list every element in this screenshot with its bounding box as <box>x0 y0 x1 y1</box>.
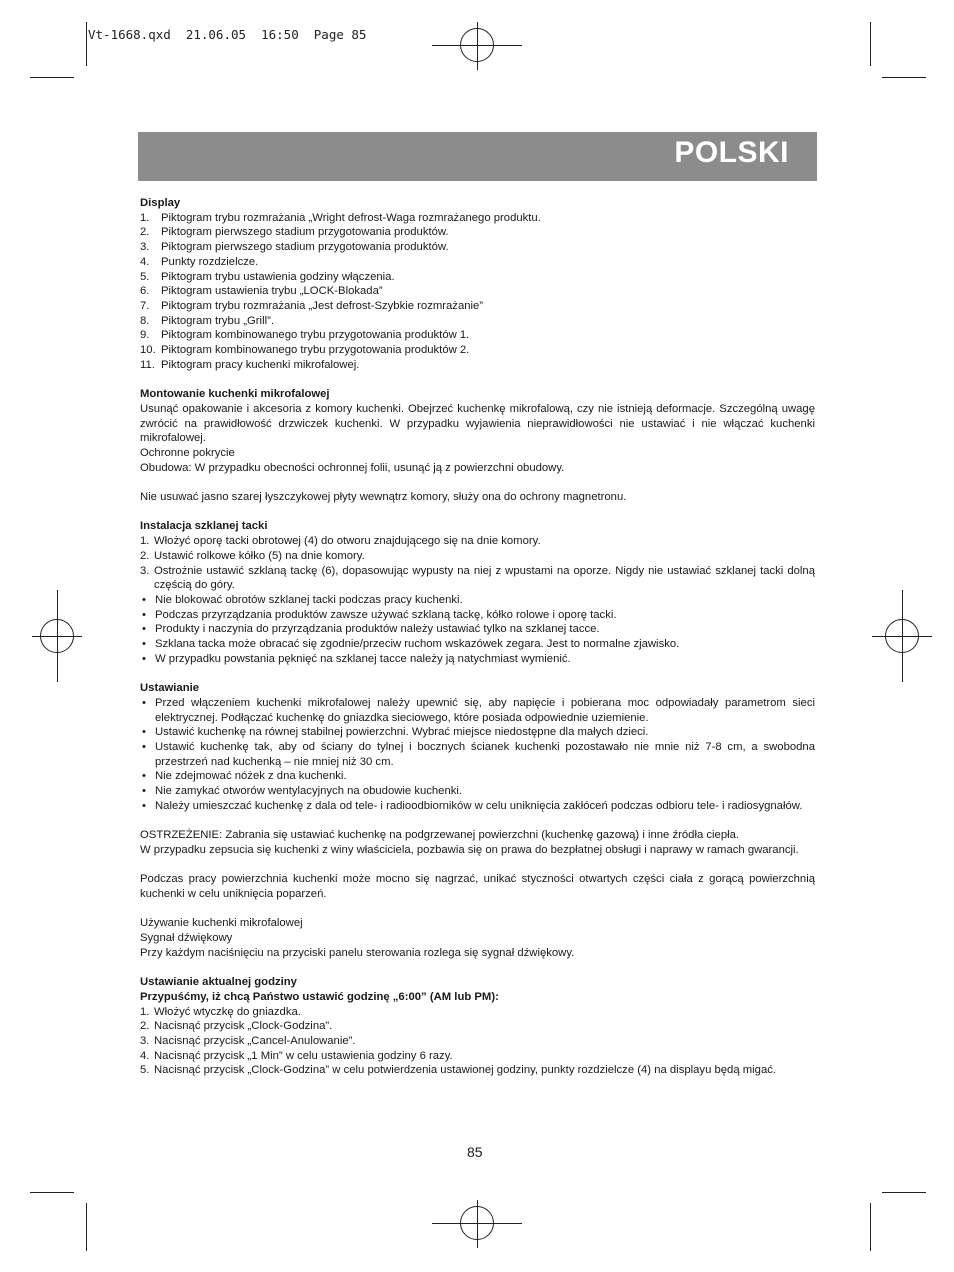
list-item: 5. Nacisnąć przycisk „Clock-Godzina” w celu potwierdzenia ustawionej godziny, punkty rozdzielcze (4) na displayu będą migać. <box>140 1064 777 1077</box>
section-heading-godzina: Ustawianie aktualnej godziny <box>140 976 297 989</box>
list-item: 3. Piktogram pierwszego stadium przygotowania produktów. <box>140 241 449 254</box>
crop-mark <box>30 1192 74 1193</box>
list-item: • Nie blokować obrotów szklanej tacki podczas pracy kuchenki. <box>142 593 463 606</box>
crop-mark <box>870 1203 871 1251</box>
crop-mark <box>86 1203 87 1251</box>
language-banner <box>138 132 817 181</box>
paragraph: Usunąć opakowanie i akcesoria z komory kuchenki. Obejrzeć kuchenkę mikrofalową, czy nie istnieją deformacje. Szczególną uwagę zwrócić na prawidłowość drzwiczek kuchenki. W przypadku wyjawienia nieprawidłowości nie ustawiać i nie włączać kuchenki mikrofalowej. <box>140 402 815 445</box>
file-slug: Vt-1668.qxd 21.06.05 16:50 Page 85 <box>88 27 367 42</box>
paragraph: W przypadku zepsucia się kuchenki z winy właściciela, pozbawia się on prawa do bezpłatnej obsługi i naprawy w ramach gwarancji. <box>140 843 799 856</box>
paragraph: Obudowa: W przypadku obecności ochronnej folii, usunąć ją z powierzchni obudowy. <box>140 461 565 474</box>
section-heading-ustawianie: Ustawianie <box>140 682 200 695</box>
list-item: 7. Piktogram trybu rozmrażania „Jest defrost-Szybkie rozmrażanie” <box>140 299 484 312</box>
display-list <box>140 211 815 373</box>
list-item: 1. Włożyć oporę tacki obrotowej (4) do otworu znajdującego się na dnie komory. <box>140 535 541 548</box>
paragraph: Przy każdym naciśnięciu na przyciski panelu sterowania rozlega się sygnał dźwiękowy. <box>140 946 575 959</box>
list-item: 2. Nacisnąć przycisk „Clock-Godzina”. <box>140 1020 333 1033</box>
crop-mark <box>882 1192 926 1193</box>
ustawianie-bullets <box>140 696 815 814</box>
list-item: 6. Piktogram ustawienia trybu „LOCK-Blokada” <box>140 285 383 298</box>
list-item: • Produkty i naczynia do przyrządzania produktów należy ustawiać tylko na szklanej tacce. <box>142 623 600 636</box>
section-heading-instalacja: Instalacja szklanej tacki <box>140 520 268 533</box>
list-item: • Ustawić kuchenkę na równej stabilnej powierzchni. Wybrać miejsce niedostępne dla małych dzieci. <box>142 726 649 739</box>
list-item: • Szklana tacka może obracać się zgodnie/przeciw ruchom wskazówek zegara. Jest to normalne zjawisko. <box>142 638 680 651</box>
list-item: 2. Ustawić rolkowe kółko (5) na dnie komory. <box>140 549 365 562</box>
list-item: 9. Piktogram kombinowanego trybu przygotowania produktów 1. <box>140 329 470 342</box>
list-item: 4. Nacisnąć przycisk „1 Min” w celu ustawienia godziny 6 razy. <box>140 1049 453 1062</box>
list-item: • Nie zamykać otworów wentylacyjnych na obudowie kuchenki. <box>142 785 463 798</box>
list-item: 10. Piktogram kombinowanego trybu przygotowania produktów 2. <box>140 344 470 357</box>
instalacja-steps <box>140 534 815 593</box>
paragraph: Podczas pracy powierzchnia kuchenki może mocno się nagrzać, unikać styczności otwartych części ciała z gorącą powierzchnią kuchenki w celu uniknięcia poparzeń. <box>140 873 815 900</box>
list-item: 1. Włożyć wtyczkę do gniazdka. <box>140 1005 301 1018</box>
crop-mark <box>86 22 87 66</box>
warning-text: OSTRZEŻENIE: Zabrania się ustawiać kuchenkę na podgrzewanej powierzchni (kuchenkę gazową) i inne źródła ciepła. <box>140 829 740 842</box>
list-item: • W przypadku powstania pęknięć na szklanej tacce należy ją natychmiast wymienić. <box>142 652 571 665</box>
paragraph: Sygnał dźwiękowy <box>140 932 233 945</box>
crop-mark <box>882 77 926 78</box>
list-item: 8. Piktogram trybu „Grill”. <box>140 314 274 327</box>
section-subheading: Przypuśćmy, iż chcą Państwo ustawić godzinę „6:00” (AM lub PM): <box>140 990 499 1003</box>
paragraph: Ochronne pokrycie <box>140 446 235 459</box>
list-item: • Nie zdejmować nóżek z dna kuchenki. <box>142 770 347 783</box>
section-heading-montowanie: Montowanie kuchenki mikrofalowej <box>140 388 330 401</box>
instalacja-bullets <box>140 593 815 667</box>
list-item: 4. Punkty rozdzielcze. <box>140 255 259 268</box>
list-item: 3. Ostrożnie ustawić szklaną tackę (6), dopasowując wypusty na niej z wpustami na oporze. Nigdy nie ustawiać szklanej tacki dolną częścią do góry. <box>140 564 815 592</box>
list-item: • Ustawić kuchenkę tak, aby od ściany do tylnej i bocznych ścianek kuchenki pozostawało nie mnie niż 7-8 cm, a swobodna przestrzeń nad kuchenką – nie mniej niż 30 cm. <box>142 740 815 768</box>
list-item: 5. Piktogram trybu ustawienia godziny włączenia. <box>140 270 395 283</box>
crop-mark <box>30 77 74 78</box>
banner-title: POLSKI <box>674 136 789 169</box>
list-item: • Podczas przyrządzania produktów zawsze używać szklaną tackę, kółko rolowe i oporę tacki. <box>142 608 617 621</box>
list-item: 3. Nacisnąć przycisk „Cancel-Anulowanie”. <box>140 1034 356 1047</box>
list-item: 2. Piktogram pierwszego stadium przygotowania produktów. <box>140 226 449 239</box>
section-heading-display: Display <box>140 197 181 209</box>
page-content <box>140 196 815 1078</box>
list-item: 11. Piktogram pracy kuchenki mikrofalowej. <box>140 358 360 371</box>
paragraph: Używanie kuchenki mikrofalowej <box>140 917 303 930</box>
paragraph: Nie usuwać jasno szarej łyszczykowej płyty wewnątrz komory, służy ona do ochrony magnetronu. <box>140 491 627 504</box>
crop-mark <box>870 22 871 66</box>
list-item: 1. Piktogram trybu rozmrażania „Wright defrost-Waga rozmrażanego produktu. <box>140 211 541 224</box>
list-item: • Przed włączeniem kuchenki mikrofalowej należy upewnić się, aby napięcie i pobierana moc odpowiadały parametrom sieci elektrycznej. Podłączać kuchenkę do gniazdka sieciowego, które posiada odpowiednie uziemienie. <box>142 696 815 724</box>
godzina-steps <box>140 1005 815 1079</box>
list-item: • Należy umieszczać kuchenkę z dala od tele- i radioodbiorników w celu uniknięcia zakłóceń podczas odbioru tele- i radiosygnałów. <box>142 799 803 812</box>
page-number: 85 <box>467 1144 483 1160</box>
